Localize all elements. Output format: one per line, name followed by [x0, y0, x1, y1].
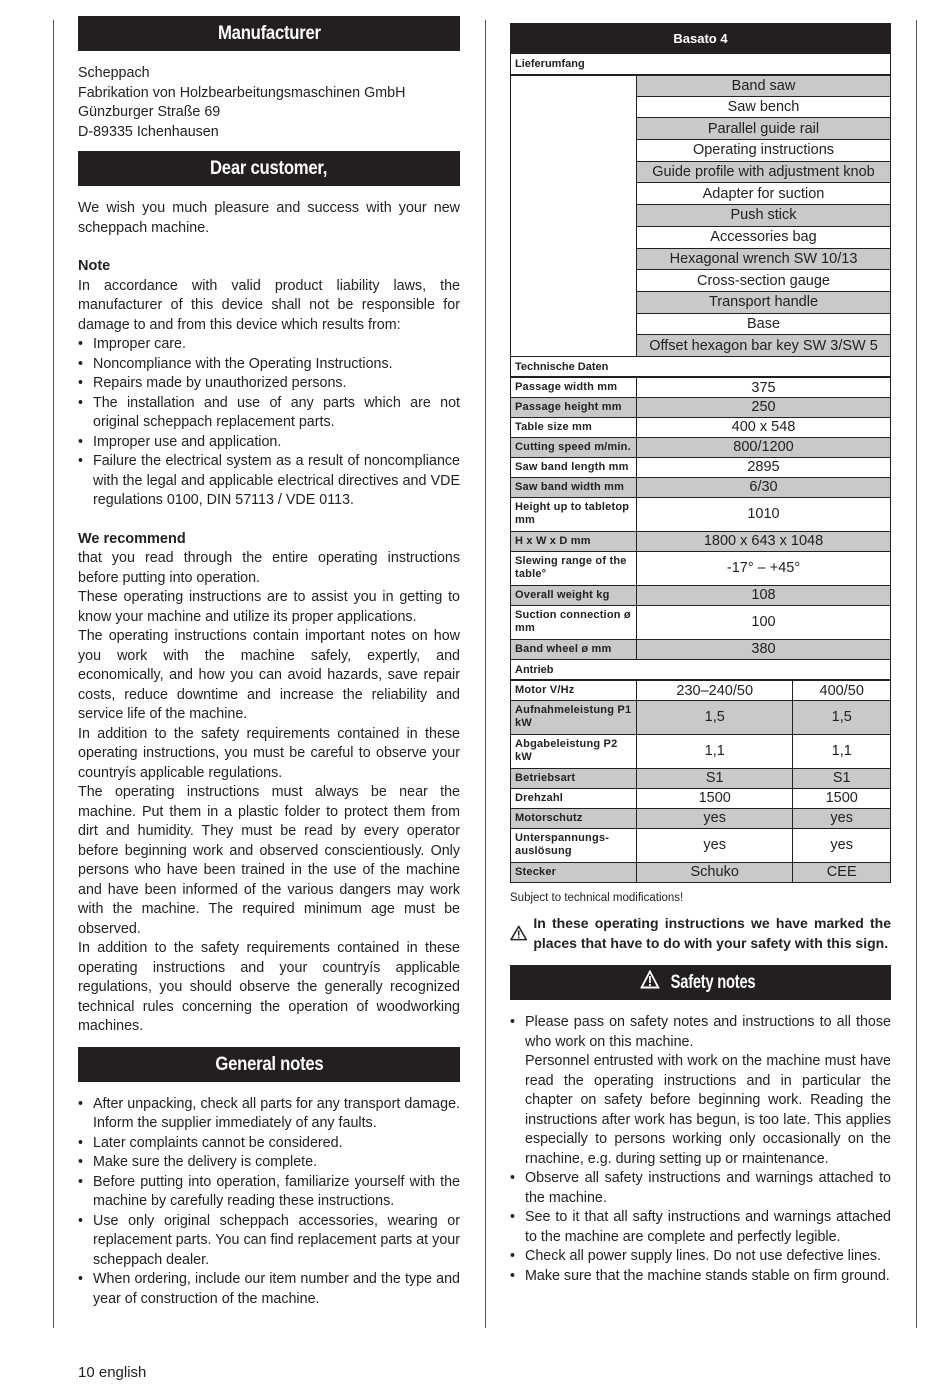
- section-label: Antrieb: [511, 659, 891, 680]
- paragraph: • Observe all safety instructions and warnings attached to the machine.: [525, 1170, 891, 1206]
- table-row: [511, 477, 891, 497]
- table-row: [511, 680, 891, 700]
- delivery-item: Base: [637, 313, 891, 335]
- paragraph: • Please pass on safety notes and instructions to all those who work on this machine.: [525, 1014, 891, 1050]
- delivery-item: Operating instructions: [637, 140, 891, 162]
- warning-triangle-icon: [640, 970, 659, 989]
- note-intro: In accordance with valid product liability laws, the manufacturer of this device shall not be responsible for damage to and from this device which results from:: [78, 277, 460, 333]
- spec-label: Saw band length mm: [511, 457, 637, 477]
- spec-value: yes: [637, 828, 793, 862]
- column-rule: [53, 20, 54, 1328]
- note-list: [78, 335, 460, 511]
- address-line: Scheppach: [78, 65, 150, 81]
- column-rule: [485, 20, 486, 1328]
- table-row: [511, 828, 891, 862]
- delivery-item: Guide profile with adjustment knob: [637, 161, 891, 183]
- safety-sign-text: In these operating instructions we have marked the places that have to do with your safety with this sign.: [533, 915, 891, 952]
- spec-label: Stecker: [511, 862, 637, 882]
- delivery-item: Push stick: [637, 205, 891, 227]
- address-line: Fabrikation von Holzbearbeitungsmaschinen GmbH: [78, 84, 406, 101]
- delivery-item: Offset hexagon bar key SW 3/SW 5: [637, 335, 891, 357]
- spec-value: 1500: [637, 788, 793, 808]
- right-column: [510, 23, 891, 1286]
- column-rule: [916, 20, 917, 1328]
- spec-value: 1500: [793, 788, 891, 808]
- spec-value: S1: [793, 768, 891, 788]
- list-item: • Before putting into operation, familiarize yourself with the machine by carefully reading these instructions.: [78, 1173, 460, 1212]
- table-row: [511, 397, 891, 417]
- table-row: [511, 768, 891, 788]
- paragraph: In addition to the safety requirements contained in these operating instructions and your countryís applicable regulations, you should observe the generally recognized technical rules concerning the operation of woodworking machines.: [78, 940, 460, 1034]
- list-item: • Improper care.: [78, 335, 460, 355]
- spec-value: -17° – +45°: [637, 551, 891, 585]
- empty-cell: [511, 75, 637, 357]
- paragraph: • Check all power supply lines. Do not use defective lines.: [525, 1248, 882, 1265]
- table-row: [511, 24, 891, 54]
- spec-label: Suction connection ø mm: [511, 605, 637, 639]
- page-footer: 10 english: [78, 1364, 147, 1381]
- spec-value: 100: [637, 605, 891, 639]
- specifications-table: [510, 23, 891, 883]
- section-header-safety-notes: Safety notes: [510, 965, 891, 1000]
- table-row: [511, 605, 891, 639]
- spec-value: 1,5: [793, 700, 891, 734]
- delivery-item: Hexagonal wrench SW 10/13: [637, 248, 891, 270]
- section-label: Technische Daten: [511, 356, 891, 377]
- recommend-text: [78, 549, 460, 1037]
- spec-value: yes: [637, 808, 793, 828]
- spec-label: Motor V/Hz: [511, 680, 637, 700]
- section-header-general-notes: General notes: [78, 1047, 460, 1082]
- spec-value: 1,5: [637, 700, 793, 734]
- spec-label: Cutting speed m/min.: [511, 437, 637, 457]
- table-row: [511, 457, 891, 477]
- spec-label: Table size mm: [511, 417, 637, 437]
- spec-value: 250: [637, 397, 891, 417]
- address-line: Günzburger Straße 69: [78, 104, 221, 120]
- list-item: [510, 1267, 891, 1287]
- spec-label: Passage width mm: [511, 377, 637, 397]
- spec-value: yes: [793, 808, 891, 828]
- table-row: [511, 808, 891, 828]
- table-row: [511, 639, 891, 659]
- paragraph: Personnel entrusted with work on the machine must have read the operating instructions and in particular the chapter on safety before beginning work. Reading the instructions after work has begun, is too late. This applies especially to persons working only occasionally on the rnachine, e.g. during setting up or rnaintenance.: [525, 1053, 891, 1167]
- table-row: [511, 377, 891, 397]
- table-row: [511, 862, 891, 882]
- spec-label: Drehzahl: [511, 788, 637, 808]
- table-row: [511, 585, 891, 605]
- delivery-item: Adapter for suction: [637, 183, 891, 205]
- spec-label: Passage height mm: [511, 397, 637, 417]
- paragraph: • See to it that all safty instructions and warnings attached to the machine are complete and perfectly legible.: [525, 1209, 891, 1245]
- spec-value: 108: [637, 585, 891, 605]
- list-item: • Repairs made by unauthorized persons.: [78, 374, 460, 394]
- list-item: • Make sure the delivery is complete.: [78, 1153, 460, 1173]
- general-notes-list: [78, 1095, 460, 1310]
- spec-value: 380: [637, 639, 891, 659]
- list-item: • Improper use and application.: [78, 433, 460, 453]
- delivery-item: Parallel guide rail: [637, 118, 891, 140]
- list-item: • When ordering, include our item number and the type and year of construction of the machine.: [78, 1270, 460, 1309]
- table-row: [511, 531, 891, 551]
- table-row: [511, 497, 891, 531]
- spec-value: Schuko: [637, 862, 793, 882]
- table-row: [511, 734, 891, 768]
- table-row: [511, 659, 891, 680]
- spec-label: Band wheel ø mm: [511, 639, 637, 659]
- manufacturer-address: [78, 64, 460, 142]
- subject-note: Subject to technical modifications!: [510, 891, 684, 904]
- warning-triangle-icon: [510, 918, 527, 948]
- safety-sign-note: [510, 913, 891, 953]
- spec-label: Betriebsart: [511, 768, 637, 788]
- delivery-item: Cross-section gauge: [637, 270, 891, 292]
- spec-label: Slewing range of the table°: [511, 551, 637, 585]
- paragraph: In addition to the safety requirements contained in these operating instructions, you must be careful to observe your countryís applicable regulations.: [78, 725, 460, 781]
- spec-label: Abgabeleistung P2 kW: [511, 734, 637, 768]
- section-header-manufacturer: Manufacturer: [78, 16, 460, 51]
- note-heading: Note: [78, 258, 111, 274]
- list-item: [510, 1013, 891, 1169]
- section-header-dear-customer: Dear customer,: [78, 151, 460, 186]
- spec-value: CEE: [793, 862, 891, 882]
- spec-value: 2895: [637, 457, 891, 477]
- table-row: [511, 54, 891, 75]
- spec-value: 1,1: [637, 734, 793, 768]
- table-title: Basato 4: [511, 24, 891, 54]
- spec-value: 230–240/50: [637, 680, 793, 700]
- spec-value: 1800 x 643 x 1048: [637, 531, 891, 551]
- spec-value: 1,1: [793, 734, 891, 768]
- table-row: [511, 75, 891, 97]
- list-item: [510, 1169, 891, 1208]
- table-row: [511, 551, 891, 585]
- table-row: [511, 356, 891, 377]
- delivery-item: Accessories bag: [637, 226, 891, 248]
- spec-label: Overall weight kg: [511, 585, 637, 605]
- list-item: • The installation and use of any parts which are not original scheppach replacement parts.: [78, 394, 460, 433]
- recommend-heading: We recommend: [78, 530, 186, 547]
- left-column: [78, 16, 460, 1309]
- spec-value: 800/1200: [637, 437, 891, 457]
- spec-label: Unterspannungs-auslösung: [511, 828, 637, 862]
- list-item: • After unpacking, check all parts for any transport damage. Inform the supplier immediately of any faults.: [78, 1095, 460, 1134]
- spec-label: Aufnahmeleistung P1 kW: [511, 700, 637, 734]
- spec-value: 400 x 548: [637, 417, 891, 437]
- table-row: [511, 417, 891, 437]
- list-item: [510, 1247, 891, 1267]
- paragraph: These operating instructions are to assist you in getting to know your machine and utilize its proper applications.: [78, 589, 460, 625]
- spec-value: S1: [637, 768, 793, 788]
- address-line: D-89335 Ichenhausen: [78, 123, 219, 140]
- table-row: [511, 700, 891, 734]
- paragraph: • Make sure that the machine stands stable on firm ground.: [525, 1267, 890, 1284]
- spec-value: 6/30: [637, 477, 891, 497]
- paragraph: The operating instructions must always be near the machine. Put them in a plastic folder to protect them from dirt and humidity. They must be read by every operator before beginning work and observed conscientiously. Only persons who have been trained in the use of the machine and have been informed of the various dangers may work with the machine. The required minimum age must be observed.: [78, 784, 460, 937]
- paragraph: that you read through the entire operating instructions before putting into operation.: [78, 550, 460, 586]
- list-item: • Later complaints cannot be considered.: [78, 1134, 460, 1154]
- spec-value: 1010: [637, 497, 891, 531]
- delivery-item: Transport handle: [637, 291, 891, 313]
- spec-label: Height up to tabletop mm: [511, 497, 637, 531]
- spec-value: yes: [793, 828, 891, 862]
- list-item: • Noncompliance with the Operating Instructions.: [78, 355, 460, 375]
- spec-value: 375: [637, 377, 891, 397]
- section-label: Lieferumfang: [511, 54, 891, 75]
- table-row: [511, 437, 891, 457]
- delivery-item: Band saw: [637, 75, 891, 97]
- dear-text: We wish you much pleasure and success with your new scheppach machine.: [78, 200, 460, 236]
- spec-label: H x W x D mm: [511, 531, 637, 551]
- spec-label: Saw band width mm: [511, 477, 637, 497]
- list-item: [510, 1208, 891, 1247]
- paragraph: The operating instructions contain important notes on how you work with the machine safely, expertly, and economically, and how you can avoid hazards, save repair costs, reduce downtime and increase the reliability and service life of the machine.: [78, 628, 460, 722]
- list-item: • Failure the electrical system as a result of noncompliance with the legal and applicable electrical directives and VDE regulations 0100, DIN 57113 / VDE 0113.: [78, 452, 460, 511]
- spec-label: Motorschutz: [511, 808, 637, 828]
- delivery-item: Saw bench: [637, 96, 891, 118]
- list-item: • Use only original scheppach accessories, wearing or replacement parts. You can find replacement parts at your scheppach dealer.: [78, 1212, 460, 1271]
- table-row: [511, 788, 891, 808]
- safety-notes-list: [510, 1013, 891, 1286]
- spec-value: 400/50: [793, 680, 891, 700]
